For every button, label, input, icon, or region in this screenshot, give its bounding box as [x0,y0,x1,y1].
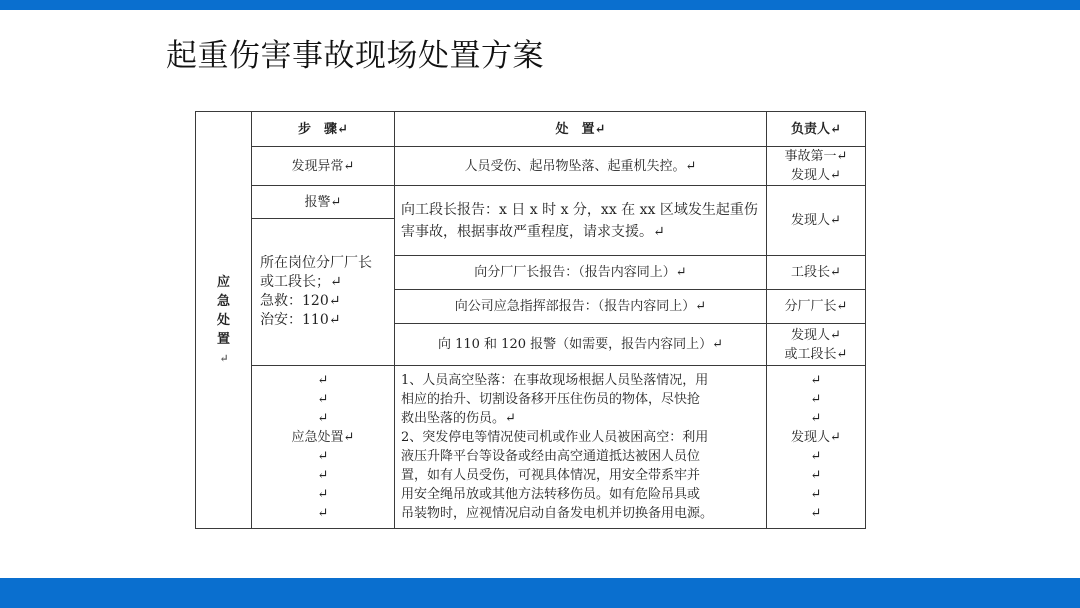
step-emergency-line-2: ↵ [317,392,329,407]
owner-emergency-line-2: ↵ [810,392,822,407]
step-emergency-line-3: ↵ [317,411,329,426]
table-row-alarm [196,186,866,219]
contacts-cell [252,219,395,366]
owner-emergency-line-8: ↵ [810,506,822,521]
owner-alarm: 发现人↵ [767,186,866,256]
contacts-line-1: 所在岗位分厂厂长 [260,255,372,271]
step-emergency-line-8: ↵ [317,506,329,521]
header-step: 步 骤↵ [252,112,395,147]
side-label-emergency [196,112,252,529]
owner-report-110-line-1: 发现人↵ [791,327,841,343]
action-report-company: 向公司应急指挥部报告：（报告内容同上）↵ [395,290,767,324]
owner-report-110 [767,324,866,366]
contacts-line-2: 或工段长；↵ [260,274,342,290]
step-emergency-line-5: ↵ [317,449,329,464]
side-char-1: 应 [216,274,230,290]
action-emergency-line-7: 用安全绳吊放或其他方法转移伤员。如有危险吊具或 [401,487,701,502]
step-discover: 发现异常↵ [252,147,395,186]
owner-discover-line-2: 发现人↵ [791,168,841,183]
owner-report-branch: 工段长↵ [767,256,866,290]
owner-report-company: 分厂厂长↵ [767,290,866,324]
table-row-discover [196,147,866,186]
action-emergency-line-6: 置，如有人员受伤，可视具体情况，用安全带系牢并 [401,468,701,483]
action-discover: 人员受伤、起吊物坠落、起重机失控。↵ [395,147,767,186]
owner-emergency-line-1: ↵ [810,373,822,388]
owner-discover-line-1: 事故第一↵ [784,149,848,164]
action-emergency-line-8: 吊装物时，应视情况启动自备发电机并切换备用电源。 [401,506,714,521]
owner-emergency-line-6: ↵ [810,468,822,483]
emergency-plan-table [195,111,866,529]
action-report-branch: 向分厂厂长报告：（报告内容同上）↵ [395,256,767,290]
action-alarm: 向工段长报告：x 日 x 时 x 分，xx 在 xx 区域发生起重伤害事故，根据事故严重程度，请求支援。↵ [395,186,767,256]
slide-title: 起重伤害事故现场处置方案 [166,38,544,74]
step-emergency-line-1: ↵ [317,373,329,388]
step-alarm: 报警↵ [252,186,395,219]
action-report-110: 向 110 和 120 报警（如需要，报告内容同上）↵ [395,324,767,366]
contacts-line-4: 治安：110↵ [260,312,341,328]
step-emergency-line-7: ↵ [317,487,329,502]
side-mark: ↵ [219,351,229,365]
owner-emergency-line-5: ↵ [810,449,822,464]
table-header-row [196,112,866,147]
side-char-2: 急 [216,293,230,309]
action-emergency-line-4: 2、突发停电等情况使司机或作业人员被困高空：利用 [401,430,709,445]
bottom-accent-bar [0,578,1080,608]
owner-emergency-line-3: ↵ [810,411,822,426]
step-emergency [252,366,395,529]
action-emergency-line-5: 液压升降平台等设备或经由高空通道抵达被困人员位 [401,449,701,464]
top-accent-bar [0,0,1080,10]
side-char-4: 置 [216,331,230,347]
step-emergency-line-4: 应急处置↵ [291,430,355,445]
table-row-emergency [196,366,866,529]
action-emergency-line-3: 救出坠落的伤员。↵ [401,411,516,426]
action-emergency-line-1: 1、人员高空坠落：在事故现场根据人员坠落情况，用 [401,373,709,388]
owner-discover [767,147,866,186]
header-action: 处 置↵ [395,112,767,147]
owner-emergency [767,366,866,529]
owner-emergency-line-7: ↵ [810,487,822,502]
header-owner: 负责人↵ [767,112,866,147]
side-char-3: 处 [216,312,230,328]
action-emergency-line-2: 相应的抬升、切割设备移开压住伤员的物体，尽快抢 [401,392,701,407]
action-emergency [395,366,767,529]
contacts-line-3: 急救：120↵ [260,293,341,309]
owner-emergency-line-4: 发现人↵ [791,430,841,445]
owner-report-110-line-2: 或工段长↵ [784,346,848,362]
step-emergency-line-6: ↵ [317,468,329,483]
